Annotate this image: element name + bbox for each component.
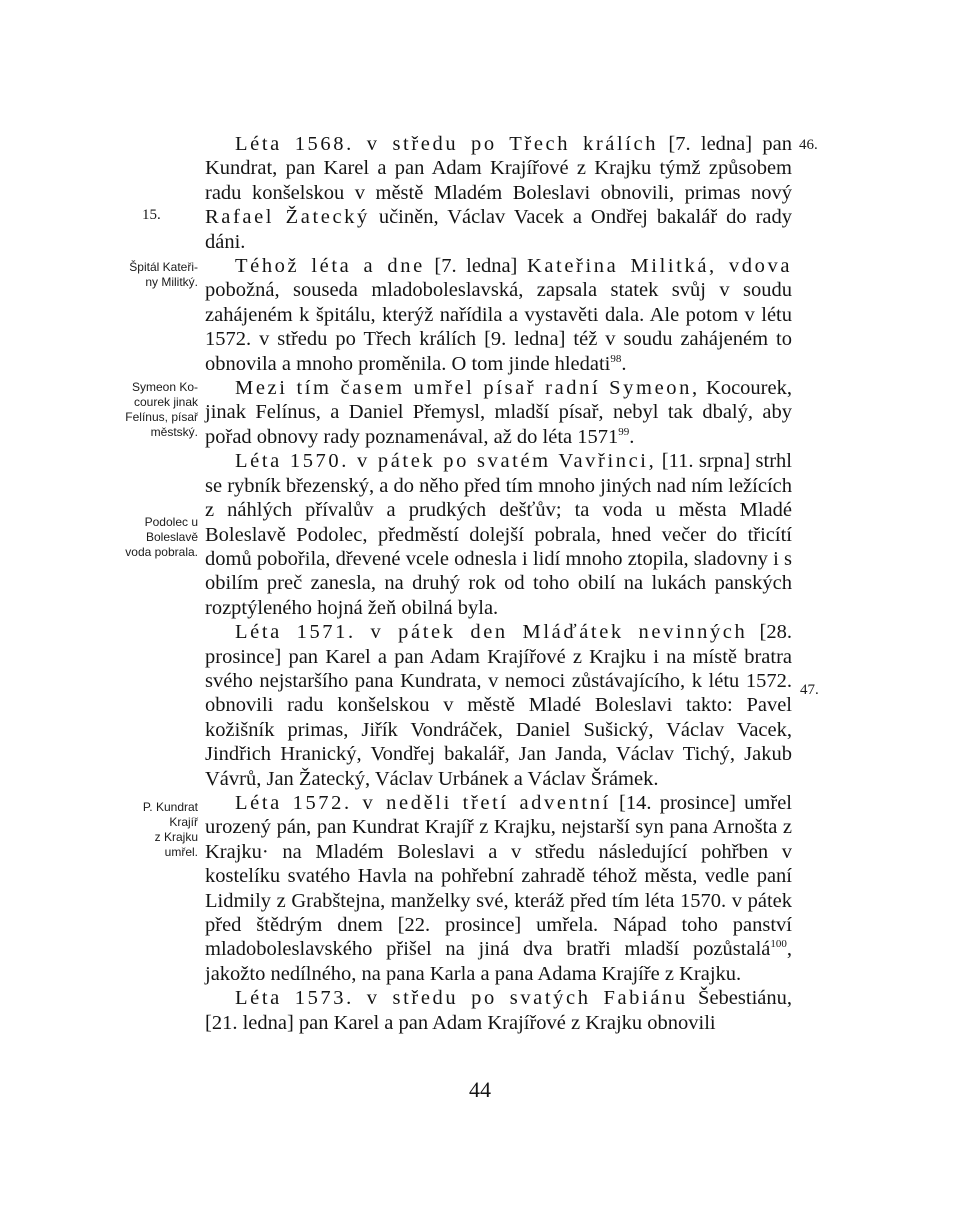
- footnote-ref: 98: [610, 352, 622, 365]
- entry-date: Léta 1568. v středu po Třech králích: [235, 133, 659, 155]
- footnote-ref: 99: [618, 426, 630, 439]
- paragraph-symeon: [205, 376, 792, 449]
- sidenote-line: ny Militký.: [145, 275, 198, 289]
- margin-number-46: 46.: [799, 137, 818, 153]
- margin-number-47: 47.: [800, 682, 819, 698]
- sidenote-line: P. Kundrat: [142, 800, 198, 814]
- page-number: 44: [469, 1077, 491, 1102]
- sidenote-podolec: [105, 515, 198, 560]
- paragraph-1570-flood: [205, 449, 792, 620]
- sidenote-spital: [110, 260, 198, 290]
- sidenote-line: Symeon Ko-: [131, 380, 198, 394]
- sidenote-line: městský.: [150, 425, 198, 439]
- entry-text: .: [629, 425, 635, 448]
- paragraph-1568: [205, 132, 792, 254]
- sidenote-line: voda pobrala.: [125, 545, 198, 559]
- chronicle-text: [205, 132, 792, 1035]
- entry-text: [7. ledna] pan Kundrat, pan Karel a pan Adam Krajířové z Krajku týmž způsobem radu konšelskou v městě Mladém Boleslavi obnovili, primas nový: [205, 133, 792, 204]
- sidenote-line: umřel.: [164, 845, 198, 859]
- entry-date: Mezi tím časem umřel písař radní Symeon,: [235, 377, 700, 400]
- entry-text: , jakožto nedílného, na pana Karla a pana Adama Krajíře z Krajku.: [205, 938, 792, 985]
- person-name: Rafael Žatecký: [205, 206, 370, 229]
- sidenote-line: Boleslavě: [145, 530, 198, 544]
- paragraph-1571: [205, 620, 792, 791]
- sidenote-line: Krajíř: [169, 815, 198, 829]
- sidenote-symeon: [98, 380, 198, 440]
- entry-date: Léta 1572. v neděli třetí adventní: [235, 791, 611, 814]
- entry-text: [11. srpna] strhl se rybník březenský, a do něho před tím mnoho jiných nad ním ležících z náhlých přívalův a prudkých dešťův; ta voda u města Mladé Boleslavě Podolec, předměstí dolejší pobrala, hned večer do třicítí domů pobořila, dřevené vcele odnesla i lidí mnoho ztopila, sladovny i s obilím preč zanesla, na druhý rok od toho obilí na lukách panských rozptýleného hojná žeň obilná byla.: [205, 450, 792, 619]
- entry-text: [28. prosince] pan Karel a pan Adam Krajířové z Krajku i na místě bratra svého nejstaršího pana Kundrata, v nemoci zůstávajícího, k létu 1572. obnovili radu konšelskou v městě Mladé Boleslavi takto: Pavel kožišník primas, Jiřík Vondráček, Daniel Sušický, Václav Vacek, Jindřich Hranický, Vondřej bakalář, Jan Janda, Václav Tichý, Jakub Vávrů, Jan Žatecký, Václav Urbánek a Václav Šrámek.: [205, 621, 793, 790]
- entry-date: Léta 1571. v pátek den Mláďátek nevinných: [235, 621, 748, 644]
- entry-text: učiněn, Václav Vacek a Ondřej bakalář do rady dáni.: [205, 206, 792, 253]
- entry-text: .: [621, 352, 627, 375]
- entry-text: [7. ledna]: [424, 255, 527, 278]
- sidenote-line: z Krajku: [154, 830, 198, 844]
- footnote-ref: 100: [770, 938, 787, 951]
- paragraph-1573: [205, 986, 792, 1035]
- entry-text: Šebestiánu, [21. ledna] pan Karel a pan Adam Krajířové z Krajku obnovili: [205, 987, 792, 1034]
- sidenote-kundrat: [105, 800, 198, 860]
- margin-number-15: 15.: [142, 207, 161, 223]
- sidenote-line: Špitál Kateři-: [129, 260, 198, 274]
- sidenote-line: Felínus, písař: [125, 410, 198, 424]
- entry-text: pobožná, souseda mladoboleslavská, zapsala statek svůj v soudu zahájeném k špitálu, kterýž nařídila a vystavěti dala. Ale potom v létu 1572. v středu po Třech králích [9. ledna] též v soudu zahájeném to obnovila a mnoho proměnila. O tom jinde hledati: [205, 279, 792, 375]
- person-name: Kateřina Militká, vdova: [526, 255, 793, 278]
- entry-text: [14. prosince] umřel urozený pán, pan Kundrat Krajíř z Krajku, nejstarší syn pana Arnošta z Krajku· na Mladém Boleslavi a v středu následující pohřben v kostelíku svatého Havla na pohřební zahradě téhož města, vedle paní Lidmily z Grabštejna, manželky své, kteráž před tím léta 1570. v pátek před štědrým dnem [22. prosince] umřela. Nápad toho panství mladoboleslavského přišel na jiná dva bratři mladší pozůstalá: [205, 791, 792, 961]
- sidenote-line: courek jinak: [133, 395, 198, 409]
- paragraph-1572: [205, 791, 792, 986]
- entry-text: Kocourek, jinak Felínus, a Daniel Přemysl, mladší písař, nebyl tak dbalý, aby pořad obnovy rady poznamenával, až do léta 1571: [205, 377, 792, 448]
- entry-date: Léta 1573. v středu po svatých Fabiánu: [235, 987, 688, 1010]
- entry-date: Téhož léta a dne: [235, 255, 425, 278]
- entry-date: Léta 1570. v pátek po svatém Vavřinci,: [235, 450, 657, 473]
- sidenote-line: Podolec u: [144, 515, 198, 529]
- paragraph-militka: [205, 254, 792, 376]
